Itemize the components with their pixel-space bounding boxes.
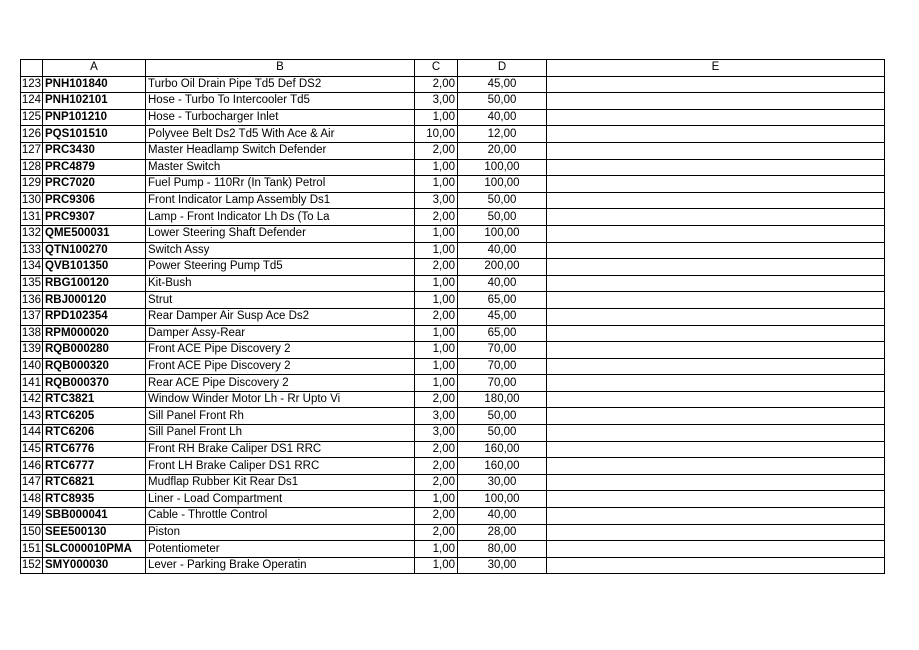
empty-cell <box>547 358 885 375</box>
corner-cell <box>21 60 43 77</box>
quantity-cell: 1,00 <box>415 325 458 342</box>
table-row <box>21 441 885 458</box>
part-number-cell: RTC3821 <box>43 391 146 408</box>
part-number-cell: RQB000370 <box>43 375 146 392</box>
row-number: 132 <box>21 225 43 242</box>
price-cell: 80,00 <box>458 541 547 558</box>
part-number-cell: RTC6206 <box>43 425 146 442</box>
quantity-cell: 2,00 <box>415 524 458 541</box>
empty-cell <box>547 93 885 110</box>
price-cell: 45,00 <box>458 76 547 93</box>
table-row <box>21 142 885 159</box>
row-number: 147 <box>21 474 43 491</box>
price-cell: 65,00 <box>458 325 547 342</box>
table-row <box>21 391 885 408</box>
quantity-cell: 2,00 <box>415 308 458 325</box>
empty-cell <box>547 408 885 425</box>
price-cell: 160,00 <box>458 441 547 458</box>
table-row <box>21 176 885 193</box>
row-number: 134 <box>21 259 43 276</box>
empty-cell <box>547 159 885 176</box>
table-row <box>21 557 885 574</box>
table-row <box>21 242 885 259</box>
table-row <box>21 508 885 525</box>
empty-cell <box>547 142 885 159</box>
description-cell: Sill Panel Front Rh <box>146 408 415 425</box>
column-header-d: D <box>458 60 547 77</box>
row-number: 135 <box>21 275 43 292</box>
part-number-cell: PRC3430 <box>43 142 146 159</box>
description-cell: Lower Steering Shaft Defender <box>146 225 415 242</box>
quantity-cell: 3,00 <box>415 93 458 110</box>
description-cell: Power Steering Pump Td5 <box>146 259 415 276</box>
row-number: 126 <box>21 126 43 143</box>
part-number-cell: RQB000280 <box>43 342 146 359</box>
row-number: 125 <box>21 109 43 126</box>
table-row <box>21 225 885 242</box>
description-cell: Kit-Bush <box>146 275 415 292</box>
part-number-cell: SEE500130 <box>43 524 146 541</box>
quantity-cell: 1,00 <box>415 176 458 193</box>
part-number-cell: QVB101350 <box>43 259 146 276</box>
price-cell: 45,00 <box>458 308 547 325</box>
description-cell: Turbo Oil Drain Pipe Td5 Def DS2 <box>146 76 415 93</box>
description-cell: Cable - Throttle Control <box>146 508 415 525</box>
table-row <box>21 93 885 110</box>
description-cell: Potentiometer <box>146 541 415 558</box>
description-cell: Front RH Brake Caliper DS1 RRC <box>146 441 415 458</box>
row-number: 143 <box>21 408 43 425</box>
row-number: 145 <box>21 441 43 458</box>
table-row <box>21 342 885 359</box>
empty-cell <box>547 474 885 491</box>
price-cell: 100,00 <box>458 225 547 242</box>
empty-cell <box>547 308 885 325</box>
table-row <box>21 541 885 558</box>
description-cell: Front Indicator Lamp Assembly Ds1 <box>146 192 415 209</box>
part-number-cell: QME500031 <box>43 225 146 242</box>
part-number-cell: SLC000010PMA <box>43 541 146 558</box>
table-row <box>21 458 885 475</box>
row-number: 136 <box>21 292 43 309</box>
quantity-cell: 1,00 <box>415 225 458 242</box>
description-cell: Master Headlamp Switch Defender <box>146 142 415 159</box>
part-number-cell: PRC9307 <box>43 209 146 226</box>
price-cell: 50,00 <box>458 209 547 226</box>
description-cell: Front ACE Pipe Discovery 2 <box>146 358 415 375</box>
table-row <box>21 259 885 276</box>
table-row <box>21 308 885 325</box>
row-number: 138 <box>21 325 43 342</box>
spreadsheet-table <box>20 59 885 574</box>
description-cell: Lamp - Front Indicator Lh Ds (To La <box>146 209 415 226</box>
quantity-cell: 2,00 <box>415 508 458 525</box>
description-cell: Fuel Pump - 110Rr (In Tank) Petrol <box>146 176 415 193</box>
empty-cell <box>547 76 885 93</box>
empty-cell <box>547 192 885 209</box>
price-cell: 50,00 <box>458 425 547 442</box>
empty-cell <box>547 491 885 508</box>
table-row <box>21 375 885 392</box>
empty-cell <box>547 458 885 475</box>
quantity-cell: 1,00 <box>415 275 458 292</box>
part-number-cell: SBB000041 <box>43 508 146 525</box>
part-number-cell: RTC6776 <box>43 441 146 458</box>
column-header-b: B <box>146 60 415 77</box>
row-number: 124 <box>21 93 43 110</box>
table-row <box>21 408 885 425</box>
quantity-cell: 1,00 <box>415 109 458 126</box>
table-row <box>21 358 885 375</box>
table-row <box>21 325 885 342</box>
row-number: 133 <box>21 242 43 259</box>
empty-cell <box>547 557 885 574</box>
quantity-cell: 1,00 <box>415 342 458 359</box>
column-header-e: E <box>547 60 885 77</box>
price-cell: 70,00 <box>458 375 547 392</box>
row-number: 131 <box>21 209 43 226</box>
price-cell: 28,00 <box>458 524 547 541</box>
quantity-cell: 2,00 <box>415 142 458 159</box>
description-cell: Master Switch <box>146 159 415 176</box>
quantity-cell: 1,00 <box>415 358 458 375</box>
part-number-cell: PNH102101 <box>43 93 146 110</box>
quantity-cell: 1,00 <box>415 242 458 259</box>
table-row <box>21 425 885 442</box>
row-number: 129 <box>21 176 43 193</box>
price-cell: 100,00 <box>458 176 547 193</box>
quantity-cell: 2,00 <box>415 441 458 458</box>
price-cell: 70,00 <box>458 358 547 375</box>
row-number: 150 <box>21 524 43 541</box>
part-number-cell: PNH101840 <box>43 76 146 93</box>
description-cell: Rear Damper Air Susp Ace Ds2 <box>146 308 415 325</box>
row-number: 152 <box>21 557 43 574</box>
row-number: 151 <box>21 541 43 558</box>
table-row <box>21 292 885 309</box>
description-cell: Mudflap Rubber Kit Rear Ds1 <box>146 474 415 491</box>
row-number: 142 <box>21 391 43 408</box>
price-cell: 200,00 <box>458 259 547 276</box>
part-number-cell: RQB000320 <box>43 358 146 375</box>
quantity-cell: 1,00 <box>415 292 458 309</box>
row-number: 127 <box>21 142 43 159</box>
table-row <box>21 275 885 292</box>
column-header-row <box>21 60 885 77</box>
quantity-cell: 2,00 <box>415 209 458 226</box>
description-cell: Rear ACE Pipe Discovery 2 <box>146 375 415 392</box>
description-cell: Damper Assy-Rear <box>146 325 415 342</box>
price-cell: 50,00 <box>458 93 547 110</box>
price-cell: 50,00 <box>458 192 547 209</box>
empty-cell <box>547 242 885 259</box>
quantity-cell: 3,00 <box>415 192 458 209</box>
price-cell: 65,00 <box>458 292 547 309</box>
table-row <box>21 524 885 541</box>
empty-cell <box>547 391 885 408</box>
quantity-cell: 3,00 <box>415 425 458 442</box>
quantity-cell: 1,00 <box>415 159 458 176</box>
quantity-cell: 3,00 <box>415 408 458 425</box>
part-number-cell: PQS101510 <box>43 126 146 143</box>
description-cell: Window Winder Motor Lh - Rr Upto Vi <box>146 391 415 408</box>
empty-cell <box>547 259 885 276</box>
description-cell: Switch Assy <box>146 242 415 259</box>
part-number-cell: RBG100120 <box>43 275 146 292</box>
quantity-cell: 1,00 <box>415 557 458 574</box>
part-number-cell: RTC8935 <box>43 491 146 508</box>
price-cell: 12,00 <box>458 126 547 143</box>
price-cell: 40,00 <box>458 242 547 259</box>
price-cell: 30,00 <box>458 474 547 491</box>
row-number: 149 <box>21 508 43 525</box>
price-cell: 160,00 <box>458 458 547 475</box>
empty-cell <box>547 109 885 126</box>
empty-cell <box>547 275 885 292</box>
price-cell: 40,00 <box>458 275 547 292</box>
description-cell: Hose - Turbo To Intercooler Td5 <box>146 93 415 110</box>
part-number-cell: RPD102354 <box>43 308 146 325</box>
row-number: 123 <box>21 76 43 93</box>
quantity-cell: 1,00 <box>415 491 458 508</box>
quantity-cell: 2,00 <box>415 458 458 475</box>
quantity-cell: 2,00 <box>415 76 458 93</box>
price-cell: 100,00 <box>458 159 547 176</box>
price-cell: 40,00 <box>458 508 547 525</box>
quantity-cell: 10,00 <box>415 126 458 143</box>
empty-cell <box>547 524 885 541</box>
part-number-cell: PRC4879 <box>43 159 146 176</box>
description-cell: Strut <box>146 292 415 309</box>
row-number: 139 <box>21 342 43 359</box>
row-number: 128 <box>21 159 43 176</box>
price-cell: 20,00 <box>458 142 547 159</box>
part-number-cell: RTC6777 <box>43 458 146 475</box>
price-cell: 50,00 <box>458 408 547 425</box>
description-cell: Sill Panel Front Lh <box>146 425 415 442</box>
price-cell: 30,00 <box>458 557 547 574</box>
price-cell: 70,00 <box>458 342 547 359</box>
column-header-a: A <box>43 60 146 77</box>
description-cell: Front LH Brake Caliper DS1 RRC <box>146 458 415 475</box>
part-number-cell: PNP101210 <box>43 109 146 126</box>
part-number-cell: SMY000030 <box>43 557 146 574</box>
table-row <box>21 76 885 93</box>
row-number: 148 <box>21 491 43 508</box>
description-cell: Piston <box>146 524 415 541</box>
part-number-cell: RTC6205 <box>43 408 146 425</box>
empty-cell <box>547 225 885 242</box>
table-row <box>21 109 885 126</box>
table-row <box>21 474 885 491</box>
description-cell: Polyvee Belt Ds2 Td5 With Ace & Air <box>146 126 415 143</box>
quantity-cell: 2,00 <box>415 391 458 408</box>
quantity-cell: 2,00 <box>415 259 458 276</box>
quantity-cell: 1,00 <box>415 375 458 392</box>
empty-cell <box>547 325 885 342</box>
part-number-cell: PRC9306 <box>43 192 146 209</box>
empty-cell <box>547 541 885 558</box>
row-number: 141 <box>21 375 43 392</box>
table-row <box>21 192 885 209</box>
empty-cell <box>547 375 885 392</box>
row-number: 137 <box>21 308 43 325</box>
description-cell: Liner - Load Compartment <box>146 491 415 508</box>
price-cell: 180,00 <box>458 391 547 408</box>
table-row <box>21 126 885 143</box>
price-cell: 100,00 <box>458 491 547 508</box>
row-number: 140 <box>21 358 43 375</box>
part-number-cell: RTC6821 <box>43 474 146 491</box>
empty-cell <box>547 342 885 359</box>
table-row <box>21 491 885 508</box>
part-number-cell: RPM000020 <box>43 325 146 342</box>
part-number-cell: PRC7020 <box>43 176 146 193</box>
part-number-cell: RBJ000120 <box>43 292 146 309</box>
empty-cell <box>547 508 885 525</box>
empty-cell <box>547 126 885 143</box>
row-number: 146 <box>21 458 43 475</box>
table-row <box>21 159 885 176</box>
column-header-c: C <box>415 60 458 77</box>
empty-cell <box>547 292 885 309</box>
row-number: 144 <box>21 425 43 442</box>
row-number: 130 <box>21 192 43 209</box>
empty-cell <box>547 176 885 193</box>
table-row <box>21 209 885 226</box>
description-cell: Lever - Parking Brake Operatin <box>146 557 415 574</box>
quantity-cell: 1,00 <box>415 541 458 558</box>
price-cell: 40,00 <box>458 109 547 126</box>
part-number-cell: QTN100270 <box>43 242 146 259</box>
description-cell: Front ACE Pipe Discovery 2 <box>146 342 415 359</box>
description-cell: Hose - Turbocharger Inlet <box>146 109 415 126</box>
empty-cell <box>547 441 885 458</box>
empty-cell <box>547 209 885 226</box>
quantity-cell: 2,00 <box>415 474 458 491</box>
empty-cell <box>547 425 885 442</box>
